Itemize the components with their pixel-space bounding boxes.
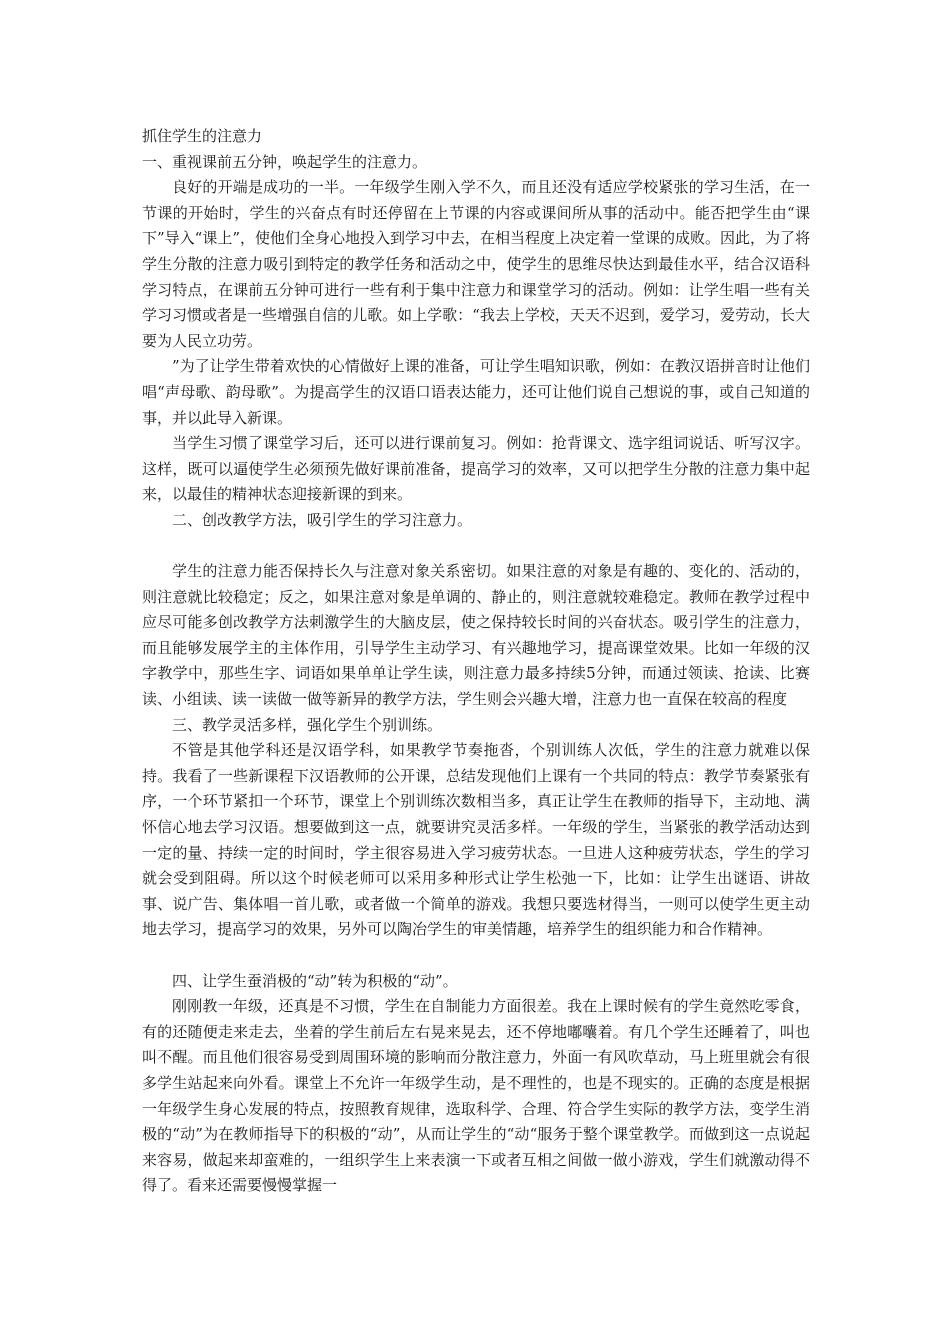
section-2-heading: 二、创改教学方法，吸引学生的学习注意力。 — [172, 510, 473, 529]
section-4-heading: 四、让学生蚕消极的“动”转为积极的“动”。 — [172, 971, 458, 990]
section-3-heading: 三、教学灵活多样，强化学生个别训练。 — [172, 715, 443, 734]
section-4-paragraph: 刚刚教一年级，还真是不习惯，学生在自制能力方面很差。我在上课时候有的学生竟然吃零食，有的还随便走来走去，坐着的学生前后左右晃来晃去，还不停地嘟囔着。有几个学生还睡着了，叫也叫不醒。而且他们很容易受到周围环境的影响而分散注意力，外面一有风吹草动，马上班里就会有很多学生站起来向外看。课堂上不允许一年级学生动，是不理性的，也是不现实的。正确的态度是根据一年级学生身心发展的特点，按照教育规律，选取科学、合理、符合学生实际的教学方法，变学生消极的“动”为在教师指导下的积极的“动”，从而让学生的“动“服务于整个课堂教学。而做到这一点说起来容易，做起来却蛮难的，一组织学生上来表演一下或者互相之间做一做小游戏，学生们就激动得不得了。看来还需要慢慢掌握一 — [142, 997, 810, 1195]
blank-line — [142, 943, 810, 969]
document-title: 抓住学生的注意力 — [142, 127, 263, 145]
blank-line — [142, 534, 810, 560]
section-1-paragraph-3: 当学生习惯了课堂学习后，还可以进行课前复习。例如：抢背课文、选字组词说话、听写汉字。这样，既可以逼使学生必须预先做好课前准备，提高学习的效率，又可以把学生分散的注意力集中起来，以最佳的精神状态迎接新课的到来。 — [142, 434, 810, 504]
section-3-paragraph: 不管是其他学科还是汉语学科，如果教学节奏拖沓，个别训练人次低，学生的注意力就难以保持。我看了一些新课程下汉语教师的公开课，总结发现他们上课有一个共同的特点：教学节奏紧张有序，一个环节紧扣一个环节，课堂上个别训练次数相当多，真正让学生在教师的指导下，主动地、满怀信心地去学习汉语。想要做到这一点，就要讲究灵活多样。一年级的学生，当紧张的教学活动达到一定的量、持续一定的时间时，学主很容易进入学习疲劳状态。一旦进人这种疲劳状态，学生的学习就会受到阻碍。所以这个时候老师可以采用多种形式让学生松弛一下，比如：让学生出谜语、讲故事、说广告、集体唱一首儿歌，或者做一个简单的游戏。我想只要选材得当，一则可以使学生更主动地去学习，提高学习的效果，另外可以陶冶学生的审美情趣，培养学生的组织能力和合作精神。 — [142, 741, 810, 939]
section-2-paragraph: 学生的注意力能否保持长久与注意对象关系密切。如果注意的对象是有趣的、变化的、活动的，则注意就比较稳定；反之，如果注意对象是单调的、静止的，则注意就较难稳定。教师在教学过程中应尽可能多创改教学方法刺激学生的大脑皮层，使之保持较长时间的兴奋状态。吸引学生的注意力，而且能够发展学主的主体作用，引导学生主动学习、有兴趣地学习，提高课堂效果。比如一年级的汉字教学中，那些生字、词语如果单单让学生读，则注意力最多持续5分钟，而通过领读、抢读、比赛读、小组读、读一读做一做等新异的教学方法，学生则会兴趣大增，注意力也一直保在较高的程度 — [142, 562, 810, 709]
section-1-paragraph-1: 良好的开端是成功的一半。一年级学生刚入学不久，而且还没有适应学校紧张的学习生活，在一节课的开始时，学生的兴奋点有时还停留在上节课的内容或课间所从事的活动中。能否把学生由“课下”导入“课上”，使他们全身心地投入到学习中去，在相当程度上决定着一堂课的成败。因此，为了将学生分散的注意力吸引到特定的教学任务和活动之中，使学生的思维尽快达到最佳水平，结合汉语科学习特点，在课前五分钟可进行一些有利于集中注意力和课堂学习的活动。例如：让学生唱一些有关学习习惯或者是一些增强自信的儿歌。如上学歌：“我去上学校，天天不迟到，爱学习，爱劳动，长大要为人民立功劳。 — [142, 178, 811, 350]
section-1-heading: 一、重视课前五分钟，唤起学生的注意力。 — [142, 152, 428, 171]
document-page — [142, 124, 810, 1199]
section-1-paragraph-2: ”为了让学生带着欢快的心情做好上课的准备，可让学生唱知识歌，例如：在教汉语拼音时让他们唱“声母歌、韵母歌”。为提高学生的汉语口语表达能力，还可让他们说自己想说的事，或自己知道的事，并以此导入新课。 — [142, 357, 810, 427]
